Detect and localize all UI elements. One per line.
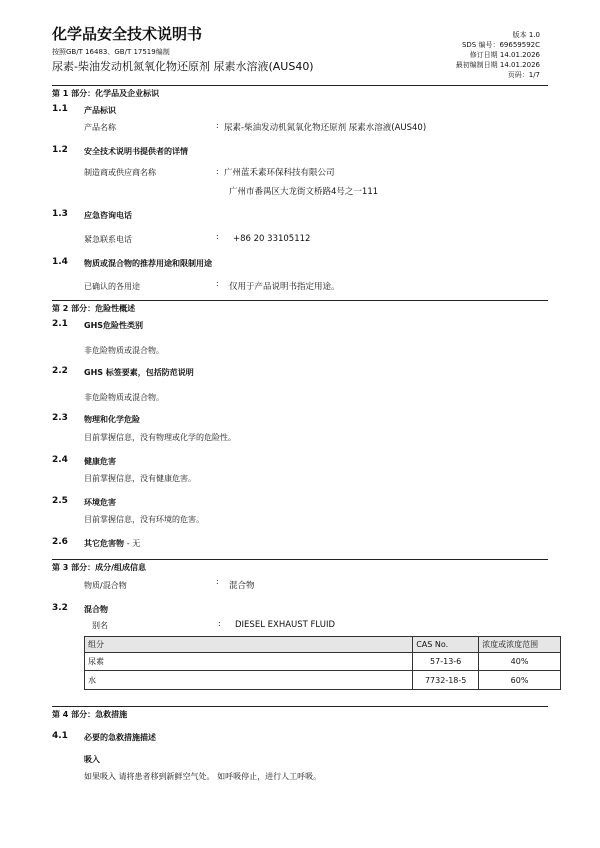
section-2-2-number: 2.2 [52, 366, 68, 376]
divider [52, 300, 548, 301]
composition-table [84, 636, 561, 690]
section-1-1-title: 产品标识 [84, 106, 116, 115]
part-2-title: 第 2 部分：危险性概述 [52, 304, 136, 313]
manufacturer-value: 广州蓝禾素环保科技有限公司 [224, 168, 335, 178]
section-1-2-title: 安全技术说明书提供者的详情 [84, 147, 188, 156]
section-1-1-number: 1.1 [52, 104, 68, 114]
emergency-phone-value: +86 20 33105112 [233, 234, 311, 244]
section-2-3-text: 目前掌握信息，没有物理或化学的危险性。 [84, 433, 236, 442]
identified-uses-label: 已确认的各用途 [84, 282, 140, 291]
section-2-1-text: 非危险物质或混合物。 [84, 346, 164, 355]
section-2-4-number: 2.4 [52, 455, 68, 465]
separator: : [216, 167, 219, 176]
section-2-2-title: GHS 标签要素，包括防范说明 [84, 368, 194, 377]
alias-value: DIESEL EXHAUST FLUID [235, 620, 336, 630]
section-2-6-title-text: 其它危害物 [84, 539, 124, 548]
section-2-3-number: 2.3 [52, 413, 68, 423]
section-3-2-number: 3.2 [52, 603, 68, 613]
section-2-6-suffix: - 无 [126, 539, 141, 548]
separator: : [216, 232, 219, 241]
separator: : [216, 577, 219, 586]
section-2-1-number: 2.1 [52, 319, 68, 329]
cell-concentration: 40% [479, 653, 561, 671]
initial-date: 最初编制日期 14.01.2026 [455, 61, 540, 69]
product-name-value: 尿素-柴油发动机氮氧化物还原剂 尿素水溶液(AUS40) [224, 123, 427, 133]
section-2-6-title [84, 538, 140, 549]
page-number: 页码：1/7 [507, 71, 540, 79]
section-2-3-title: 物理和化学危险 [84, 415, 140, 424]
table-row [85, 671, 561, 690]
header-concentration: 浓度或浓度范围 [479, 637, 561, 653]
table-row [85, 653, 561, 671]
header-component: 组分 [85, 637, 413, 653]
inhalation-title: 吸入 [84, 755, 100, 764]
alias-label: 别名 [92, 621, 108, 630]
product-line: 尿素-柴油发动机氮氧化物还原剂 尿素水溶液(AUS40) [52, 60, 314, 73]
section-2-6-number: 2.6 [52, 537, 68, 547]
revision-date: 修订日期 14.01.2026 [469, 51, 540, 59]
section-2-1-title: GHS危险性类别 [84, 321, 144, 330]
cell-component: 水 [85, 671, 413, 690]
product-name-label: 产品名称 [84, 123, 116, 132]
identified-uses-value: 仅用于产品说明书指定用途。 [229, 282, 340, 292]
manufacturer-label: 制造商或供应商名称 [84, 168, 156, 177]
section-2-4-text: 目前掌握信息，没有健康危害。 [84, 474, 196, 483]
part-4-title: 第 4 部分：急救措施 [52, 710, 128, 719]
part-3-title: 第 3 部分：成分/组成信息 [52, 563, 147, 572]
section-2-5-text: 目前掌握信息，没有环境的危害。 [84, 515, 204, 524]
cell-component: 尿素 [85, 653, 413, 671]
section-1-4-number: 1.4 [52, 257, 68, 267]
section-4-1-title: 必要的急救措施描述 [84, 733, 156, 742]
section-1-3-title: 应急咨询电话 [84, 211, 132, 220]
substance-value: 混合物 [229, 581, 255, 591]
manufacturer-address: 广州市番禺区大龙街文桥路4号之一111 [229, 187, 379, 197]
sds-number: SDS 编号：69659592C [461, 41, 540, 49]
section-2-2-text: 非危险物质或混合物。 [84, 393, 164, 402]
section-2-5-number: 2.5 [52, 496, 68, 506]
inhalation-text: 如果吸入 请将患者移到新鲜空气处。 如呼吸停止，进行人工呼吸。 [84, 772, 322, 781]
section-3-2-title: 混合物 [84, 605, 108, 614]
divider [52, 85, 548, 86]
version: 版本 1.0 [512, 31, 540, 39]
separator: : [218, 619, 221, 628]
part-1-title: 第 1 部分：化学品及企业标识 [52, 89, 160, 98]
table-header-row [85, 637, 561, 653]
cell-cas: 57-13-6 [413, 653, 479, 671]
cell-concentration: 60% [479, 671, 561, 690]
cell-cas: 7732-18-5 [413, 671, 479, 690]
substance-label: 物质/混合物 [84, 581, 127, 590]
separator: : [216, 279, 219, 288]
emergency-phone-label: 紧急联系电话 [84, 235, 132, 244]
header-cas: CAS No. [413, 637, 479, 653]
section-1-3-number: 1.3 [52, 209, 68, 219]
divider [52, 706, 548, 707]
section-4-1-number: 4.1 [52, 731, 68, 741]
document-title: 化学品安全技术说明书 [52, 25, 203, 43]
section-1-4-title: 物质或混合物的推荐用途和限制用途 [84, 259, 212, 268]
standard-note: 按照GB/T 16483、GB/T 17519编制 [52, 48, 170, 56]
section-2-4-title: 健康危害 [84, 457, 116, 466]
separator: : [216, 121, 219, 130]
divider [52, 559, 548, 560]
section-1-2-number: 1.2 [52, 145, 68, 155]
section-2-5-title: 环境危害 [84, 498, 116, 507]
